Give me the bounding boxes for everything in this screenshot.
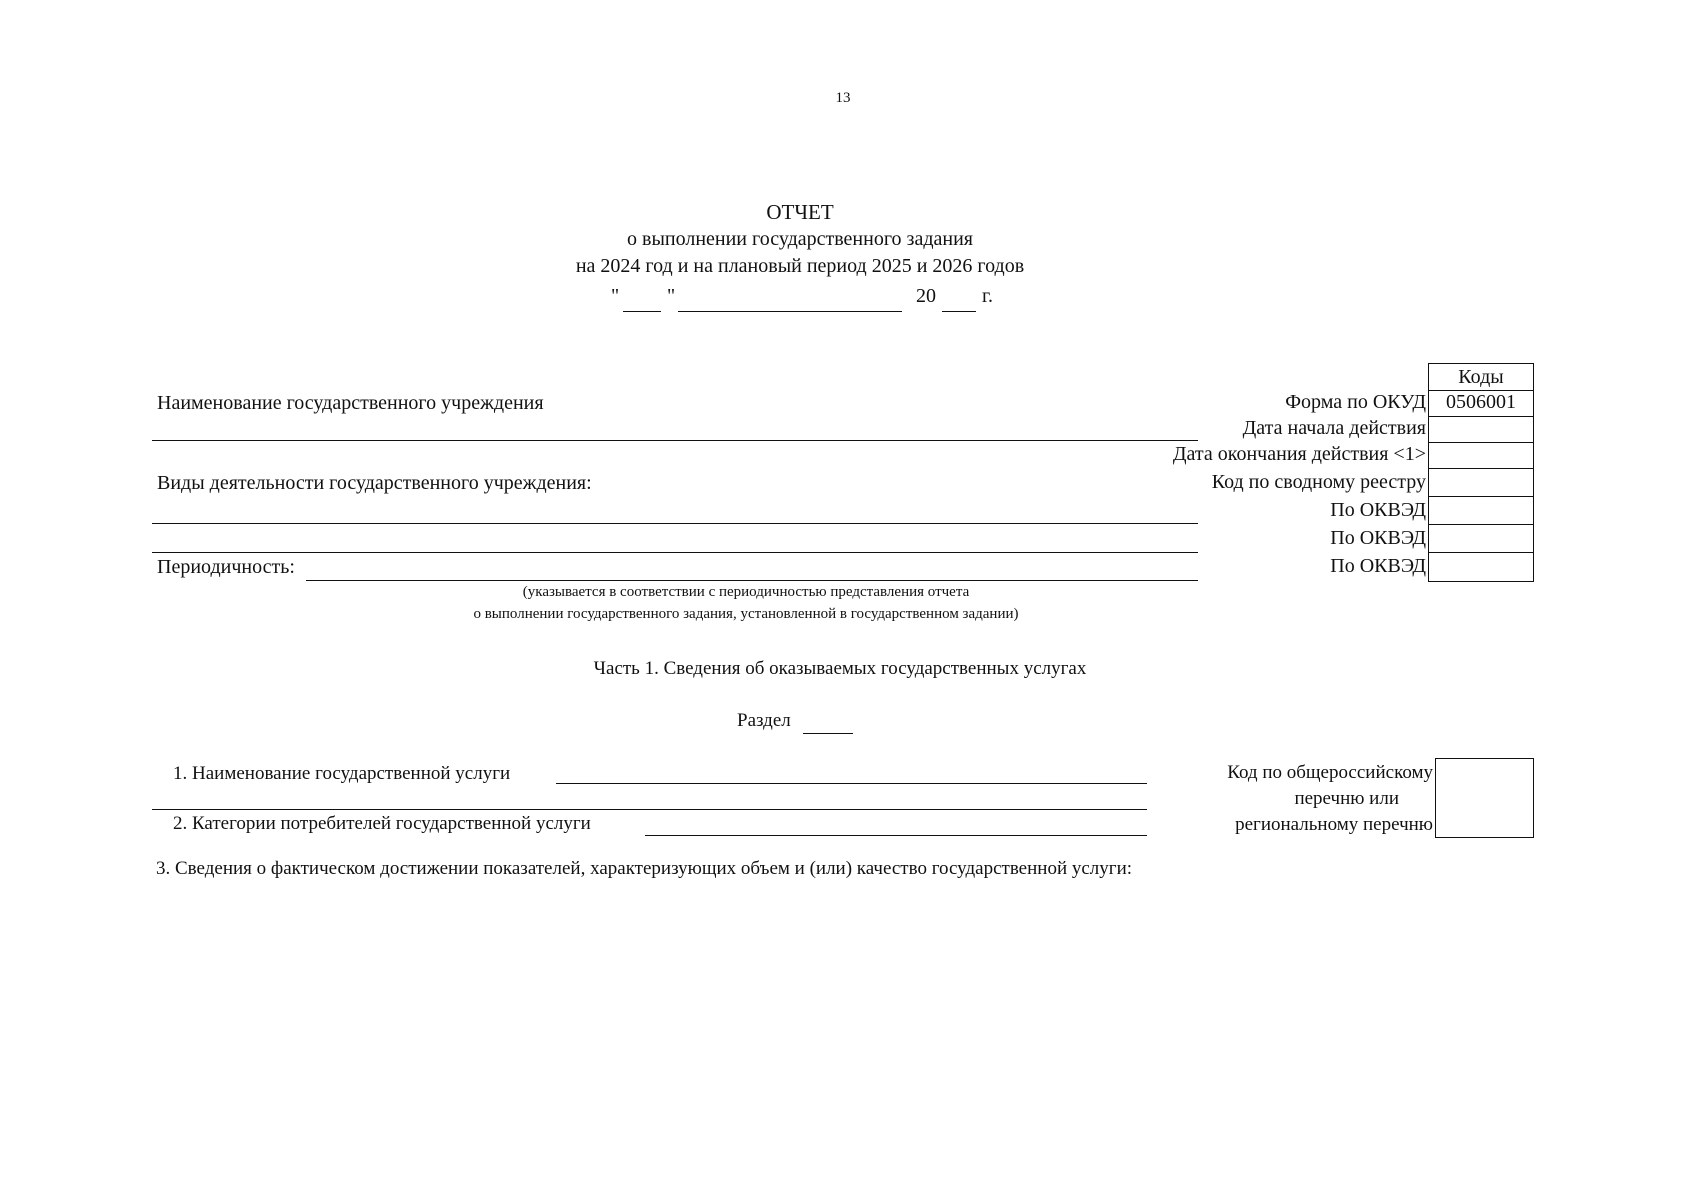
- end-date-label: Дата окончания действия <1>: [1172, 443, 1426, 465]
- institution-name-label: Наименование государственного учреждения: [157, 392, 544, 414]
- consumer-categories-field[interactable]: [645, 835, 1147, 836]
- registry-code-label: Код по сводному реестру: [1211, 471, 1426, 493]
- service-name-label: 1. Наименование государственной услуги: [173, 763, 511, 784]
- registry-code-box[interactable]: [1435, 758, 1534, 838]
- date-year-prefix: 20: [916, 285, 936, 307]
- section-number-field[interactable]: [803, 733, 853, 734]
- consumer-categories-label: 2. Категории потребителей государственной услуги: [173, 813, 591, 834]
- periodicity-label: Периодичность:: [157, 556, 295, 578]
- registry-code-label-line1: Код по общероссийскому: [1227, 762, 1433, 783]
- date-day-field[interactable]: [623, 311, 661, 312]
- okved-code-2-value[interactable]: [1428, 524, 1534, 553]
- okved-code-3-value[interactable]: [1428, 552, 1534, 582]
- service-name-field[interactable]: [556, 783, 1147, 784]
- report-subtitle: о выполнении государственного задания: [627, 228, 973, 250]
- activity-types-field-1[interactable]: [152, 523, 1198, 524]
- activity-types-field-2[interactable]: [152, 552, 1198, 553]
- codes-header: Коды: [1428, 363, 1534, 391]
- registry-code-value[interactable]: [1428, 468, 1534, 497]
- service-name-field-2[interactable]: [152, 809, 1147, 810]
- okud-code-value[interactable]: 0506001: [1428, 390, 1534, 417]
- end-date-value[interactable]: [1428, 442, 1534, 469]
- section-label: Раздел: [737, 710, 791, 731]
- page-number: 13: [835, 90, 851, 106]
- date-quote-close: ": [667, 285, 676, 307]
- part1-heading: Часть 1. Сведения об оказываемых государственных услугах: [593, 658, 1087, 679]
- okved-label-3: По ОКВЭД: [1330, 555, 1426, 577]
- okved-code-1-value[interactable]: [1428, 496, 1534, 525]
- item3-label: 3. Сведения о фактическом достижении показателей, характеризующих объем и (или) качество государственной услуги:: [156, 858, 1133, 879]
- start-date-label: Дата начала действия: [1242, 417, 1426, 439]
- start-date-value[interactable]: [1428, 416, 1534, 443]
- okved-label-2: По ОКВЭД: [1330, 527, 1426, 549]
- registry-code-label-line3: региональному перечню: [1235, 814, 1433, 835]
- okved-label-1: По ОКВЭД: [1330, 499, 1426, 521]
- periodicity-note-line2: о выполнении государственного задания, установленной в государственном задании): [473, 606, 1019, 622]
- periodicity-field[interactable]: [306, 580, 1198, 581]
- registry-code-label-line2: перечню или: [1294, 788, 1399, 809]
- date-quote-open: ": [611, 285, 620, 307]
- date-suffix: г.: [982, 285, 993, 307]
- institution-name-field[interactable]: [152, 440, 1198, 441]
- date-month-field[interactable]: [678, 311, 902, 312]
- okud-label: Форма по ОКУД: [1285, 391, 1426, 413]
- periodicity-note-line1: (указывается в соответствии с периодичностью представления отчета: [522, 584, 970, 600]
- report-period: на 2024 год и на плановый период 2025 и 2026 годов: [575, 255, 1025, 277]
- report-title: ОТЧЕТ: [766, 200, 834, 224]
- date-year-field[interactable]: [942, 311, 976, 312]
- activity-types-label: Виды деятельности государственного учреждения:: [157, 472, 592, 494]
